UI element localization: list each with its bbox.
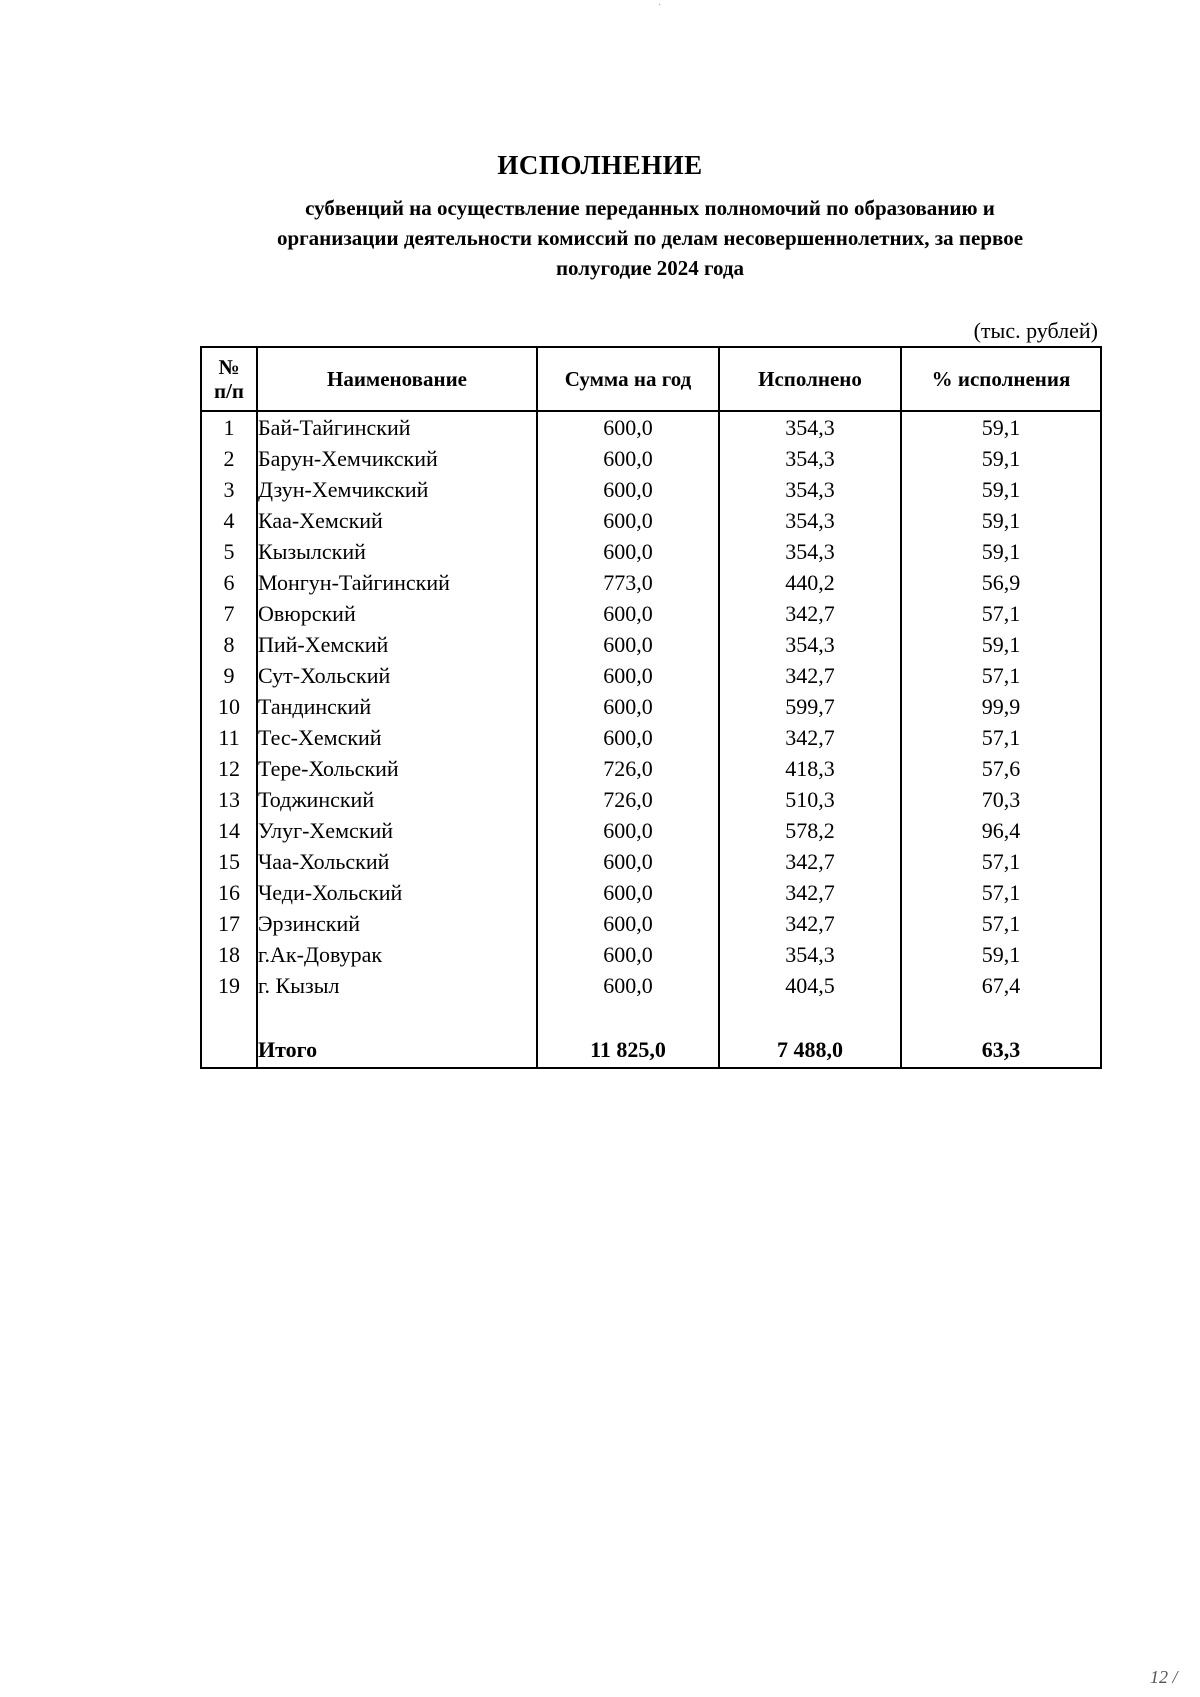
row-name: г. Кызыл (257, 970, 537, 1001)
row-annual-sum: 600,0 (537, 908, 719, 939)
table-row (201, 567, 1101, 598)
total-number (201, 1033, 257, 1068)
row-name: Каа-Хемский (257, 505, 537, 536)
row-annual-sum: 726,0 (537, 784, 719, 815)
row-number: 19 (201, 970, 257, 1001)
row-percent: 59,1 (901, 505, 1101, 536)
table-row (201, 877, 1101, 908)
row-percent: 59,1 (901, 536, 1101, 567)
total-executed: 7 488,0 (719, 1033, 901, 1068)
row-name: Овюрский (257, 598, 537, 629)
row-annual-sum: 600,0 (537, 939, 719, 970)
row-number: 1 (201, 411, 257, 443)
row-percent: 59,1 (901, 474, 1101, 505)
table-row (201, 474, 1101, 505)
row-annual-sum: 600,0 (537, 536, 719, 567)
execution-table (200, 346, 1102, 1069)
row-number: 10 (201, 691, 257, 722)
row-executed: 342,7 (719, 722, 901, 753)
table-row (201, 846, 1101, 877)
units-note: (тыс. рублей) (973, 318, 1098, 343)
row-percent: 70,3 (901, 784, 1101, 815)
row-name: Чаа-Хольский (257, 846, 537, 877)
row-number: 3 (201, 474, 257, 505)
table-row (201, 939, 1101, 970)
page-subtitle (200, 193, 1100, 283)
table-body (201, 411, 1101, 1068)
row-name: Кызылский (257, 536, 537, 567)
row-annual-sum: 773,0 (537, 567, 719, 598)
total-label: Итого (257, 1033, 537, 1068)
subtitle-line: полугодие 2024 года (555, 256, 745, 280)
page-mark: 12 / (1150, 1667, 1178, 1687)
row-annual-sum: 600,0 (537, 846, 719, 877)
row-executed: 599,7 (719, 691, 901, 722)
table-row (201, 784, 1101, 815)
table-row (201, 660, 1101, 691)
row-number: 8 (201, 629, 257, 660)
row-executed: 354,3 (719, 939, 901, 970)
row-percent: 59,1 (901, 443, 1101, 474)
row-number: 14 (201, 815, 257, 846)
row-annual-sum: 600,0 (537, 722, 719, 753)
table-row (201, 908, 1101, 939)
row-executed: 354,3 (719, 443, 901, 474)
table-row (201, 815, 1101, 846)
header-name: Наименование (257, 347, 537, 411)
row-percent: 57,1 (901, 660, 1101, 691)
row-number: 15 (201, 846, 257, 877)
row-executed: 342,7 (719, 598, 901, 629)
row-annual-sum: 600,0 (537, 691, 719, 722)
row-executed: 354,3 (719, 474, 901, 505)
row-number: 9 (201, 660, 257, 691)
row-annual-sum: 726,0 (537, 753, 719, 784)
table-row (201, 691, 1101, 722)
row-number: 13 (201, 784, 257, 815)
row-percent: 56,9 (901, 567, 1101, 598)
table-row (201, 753, 1101, 784)
spacer-row (201, 1001, 1101, 1033)
row-name: Тере-Хольский (257, 753, 537, 784)
row-executed: 354,3 (719, 536, 901, 567)
row-annual-sum: 600,0 (537, 660, 719, 691)
header-executed: Исполнено (719, 347, 901, 411)
row-name: Эрзинский (257, 908, 537, 939)
table-row (201, 598, 1101, 629)
subtitle-line: организации деятельности комиссий по делам несовершеннолетних, за первое (276, 226, 1024, 250)
scan-mark: · (658, 0, 662, 11)
table-row (201, 505, 1101, 536)
row-name: Улуг-Хемский (257, 815, 537, 846)
row-annual-sum: 600,0 (537, 815, 719, 846)
row-annual-sum: 600,0 (537, 505, 719, 536)
row-executed: 440,2 (719, 567, 901, 598)
header-percent: % исполнения (901, 347, 1101, 411)
row-executed: 404,5 (719, 970, 901, 1001)
row-number: 18 (201, 939, 257, 970)
row-percent: 57,1 (901, 908, 1101, 939)
page-title: ИСПОЛНЕНИЕ (497, 150, 703, 180)
row-number: 11 (201, 722, 257, 753)
total-row (201, 1033, 1101, 1068)
table-row (201, 722, 1101, 753)
row-executed: 342,7 (719, 846, 901, 877)
row-executed: 342,7 (719, 908, 901, 939)
row-executed: 354,3 (719, 629, 901, 660)
table-row (201, 443, 1101, 474)
row-percent: 59,1 (901, 411, 1101, 443)
table-row (201, 970, 1101, 1001)
row-percent: 59,1 (901, 629, 1101, 660)
row-percent: 57,1 (901, 877, 1101, 908)
row-percent: 67,4 (901, 970, 1101, 1001)
header-number: № п/п (201, 347, 257, 411)
row-name: Тандинский (257, 691, 537, 722)
row-annual-sum: 600,0 (537, 629, 719, 660)
row-name: Тес-Хемский (257, 722, 537, 753)
row-executed: 418,3 (719, 753, 901, 784)
row-name: Барун-Хемчикский (257, 443, 537, 474)
header-annual-sum: Сумма на год (537, 347, 719, 411)
table-row (201, 411, 1101, 443)
row-annual-sum: 600,0 (537, 443, 719, 474)
row-name: Дзун-Хемчикский (257, 474, 537, 505)
row-percent: 57,6 (901, 753, 1101, 784)
row-name: Сут-Хольский (257, 660, 537, 691)
row-name: Бай-Тайгинский (257, 411, 537, 443)
row-name: г.Ак-Довурак (257, 939, 537, 970)
row-executed: 510,3 (719, 784, 901, 815)
row-annual-sum: 600,0 (537, 598, 719, 629)
row-percent: 96,4 (901, 815, 1101, 846)
row-percent: 59,1 (901, 939, 1101, 970)
row-annual-sum: 600,0 (537, 474, 719, 505)
row-annual-sum: 600,0 (537, 877, 719, 908)
row-name: Чеди-Хольский (257, 877, 537, 908)
row-executed: 354,3 (719, 411, 901, 443)
row-executed: 354,3 (719, 505, 901, 536)
total-sum: 11 825,0 (537, 1033, 719, 1068)
row-percent: 57,1 (901, 722, 1101, 753)
subtitle-line: субвенций на осуществление переданных полномочий по образованию и (305, 196, 995, 220)
row-number: 16 (201, 877, 257, 908)
row-percent: 57,1 (901, 598, 1101, 629)
row-executed: 342,7 (719, 660, 901, 691)
row-number: 7 (201, 598, 257, 629)
row-executed: 578,2 (719, 815, 901, 846)
row-annual-sum: 600,0 (537, 411, 719, 443)
row-executed: 342,7 (719, 877, 901, 908)
table-row (201, 536, 1101, 567)
row-number: 5 (201, 536, 257, 567)
row-number: 2 (201, 443, 257, 474)
row-name: Монгун-Тайгинский (257, 567, 537, 598)
total-percent: 63,3 (901, 1033, 1101, 1068)
row-percent: 99,9 (901, 691, 1101, 722)
row-annual-sum: 600,0 (537, 970, 719, 1001)
row-number: 4 (201, 505, 257, 536)
table-header-row (201, 347, 1101, 411)
row-number: 12 (201, 753, 257, 784)
row-percent: 57,1 (901, 846, 1101, 877)
row-number: 6 (201, 567, 257, 598)
row-number: 17 (201, 908, 257, 939)
table-row (201, 629, 1101, 660)
row-name: Пий-Хемский (257, 629, 537, 660)
row-name: Тоджинский (257, 784, 537, 815)
